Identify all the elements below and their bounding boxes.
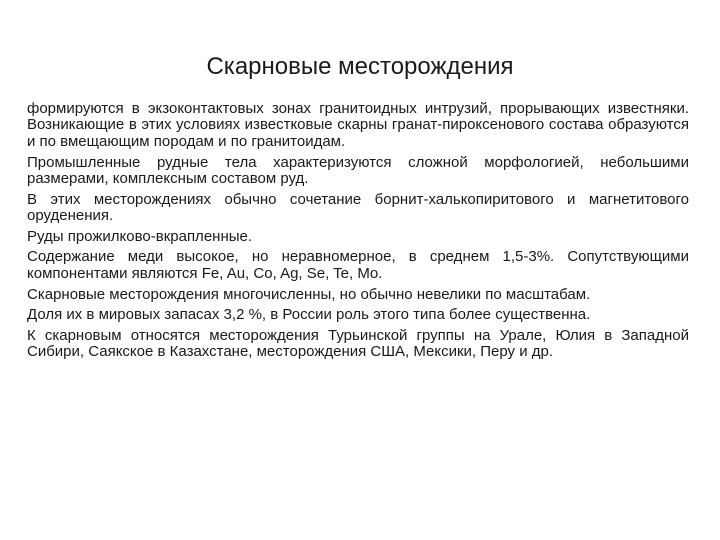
paragraph-ore-texture: Руды прожилково-вкрапленные.	[27, 227, 253, 245]
paragraph-mineralization: В этих месторождениях обычно сочетание борнит-халькопиритового и магнетитового оруденения.	[27, 190, 689, 225]
paragraph-formation: формируются в экзоконтактовых зонах гранитоидных интрузий, прорывающих известняки. Возникающие в этих условиях известковые скарны гранат-пироксенового состава образуются и по вмещающим породам и по гранитоидам.	[27, 100, 689, 150]
paragraph-reserves-share: Доля их в мировых запасах 3,2 %, в России роль этого типа более существенна.	[27, 306, 591, 324]
paragraph-deposit-scale: Скарновые месторождения многочисленны, но обычно невелики по масштабам.	[27, 285, 591, 303]
paragraph-ore-bodies: Промышленные рудные тела характеризуются сложной морфологией, небольшими размерами, комплексным составом руд.	[27, 153, 689, 187]
slide-title: Скарновые месторождения	[206, 53, 514, 80]
paragraph-copper-content: Содержание меди высокое, но неравномерное, в среднем 1,5-3%. Сопутствующими компонентами являются Fe, Au, Co, Ag, Se, Te, Mo.	[27, 248, 689, 282]
slide-body	[27, 101, 689, 365]
paragraph-examples: К скарновым относятся месторождения Турьинской группы на Урале, Юлия в Западной Сибири, Саякское в Казахстане, месторождения США, Мексики, Перу и др.	[27, 326, 689, 361]
